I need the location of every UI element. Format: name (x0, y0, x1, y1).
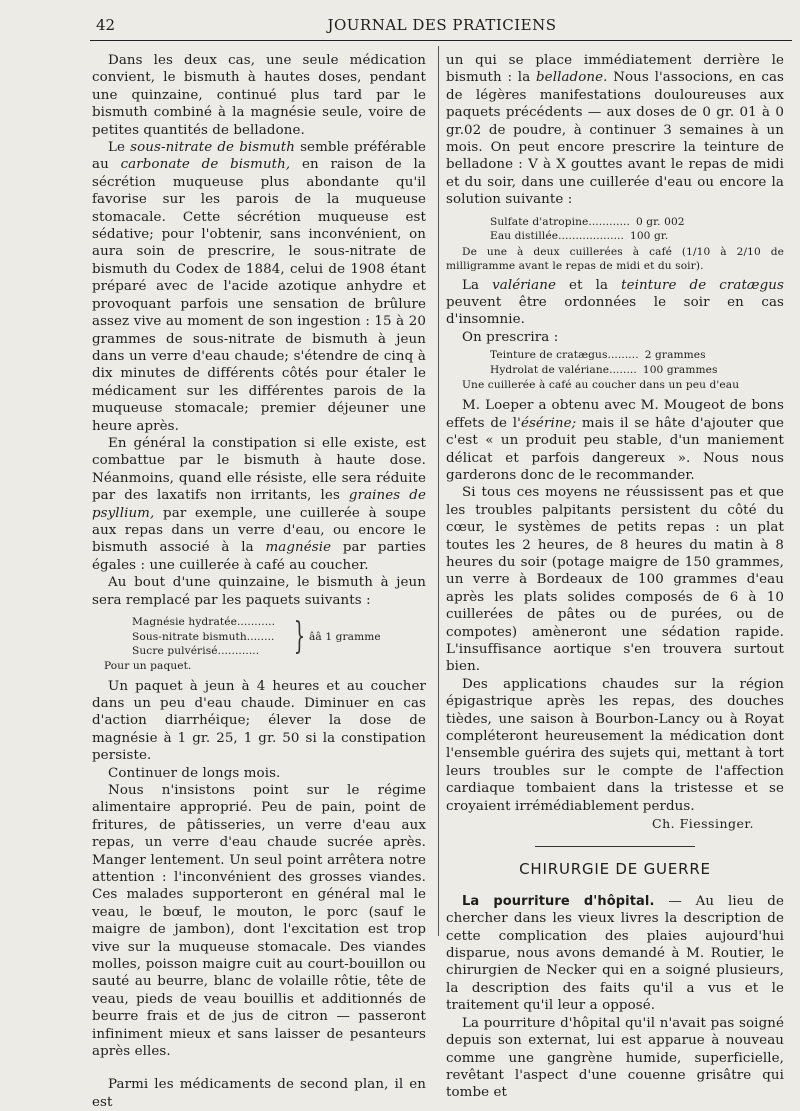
right-column (446, 52, 784, 1102)
formula-item: Eau distillée ................... 100 gr. (490, 230, 669, 243)
page-number: 42 (96, 16, 116, 34)
paragraph: Dans les deux cas, une seule médication convient, le bismuth à hautes doses, pendant une quinzaine, continué plus tard par le bismuth combiné à la magnésie seule, voire de petites quantités de belladone. (92, 53, 426, 138)
prescription-formula (92, 615, 426, 673)
paragraph: Continuer de longs mois. (108, 765, 281, 781)
paragraph: La valériane et la teinture de cratægus peuvent être ordonnées le soir en cas d'insomnie. (446, 277, 784, 328)
paragraph: Le sous-nitrate de bismuth semble préférable au carbonate de bismuth, en raison de la sécrétion muqueuse plus abondante qu'il favorise sur les parois de la muqueuse stomacale. Cette sécrétion muqueuse est sédative; pour l'obtenir, sans inconvénient, on aura soin de prescrire, le sous-nitrate de bismuth du Codex de 1884, celui de 1908 étant préparé avec de l'acide azotique anhydre et provoquant parfois une sensation de brûlure assez vive au moment de son ingestion : 15 à 20 grammes de sous-nitrate de bismuth à jeun dans un verre d'eau chaude; s'étendre de cinq à dix minutes de différents côtés pour étaler le médicament sur les différentes parois de la muqueuse stomacale; premier déjeuner une heure après. (92, 140, 427, 434)
formula-item: Sucre pulvérisé ............ (132, 645, 260, 657)
page-header (96, 16, 788, 40)
paragraph: Au bout d'une quinzaine, le bismuth à jeun sera remplacé par les paquets suivants : (92, 575, 426, 608)
section-rule (535, 846, 695, 847)
formula-quantity: ââ 1 gramme (309, 630, 381, 643)
prescription-formula (446, 348, 784, 377)
formula-note: Pour un paquet. (104, 659, 192, 672)
section-title: CHIRURGIE DE GUERRE (519, 860, 711, 879)
paragraph: un qui se place immédiatement derrière le bismuth : la belladone. Nous l'associons, en cas de légères manifestations douloureuses aux paquets précédents — aux doses de 0 gr. 01 à 0 gr.02 de poudre, à continuer 3 semaines à un mois. On peut encore prescrire la teinture de belladone : V à X gouttes avant le repas de midi et du soir, dans une cuillerée d'eau ou encore la solution suivante : (446, 53, 784, 208)
formula-item: Sulfate d'atropine ............ 0 gr. 002 (490, 215, 685, 228)
paragraph: La pourriture d'hôpital qu'il n'avait pas soigné depuis son externat, lui est apparue à nouveau comme une gangrène humide, superficielle, revêtant l'aspect d'une couenne grisâtre qui tombe et (446, 1015, 784, 1101)
left-column (92, 52, 426, 1111)
formula-item: Sous-nitrate bismuth ........ (132, 630, 275, 643)
paragraph: Parmi les médicaments de second plan, il en est (92, 1077, 426, 1110)
formula-note: De une à deux cuillerées à café (1/10 à 2/10 de milligramme avant le repas de midi et du soir). (446, 245, 784, 272)
header-rule (90, 40, 792, 41)
formula-item: Teinture de cratægus ......... 2 grammes (490, 349, 706, 362)
formula-note: Une cuillerée à café au coucher dans un peu d'eau (462, 379, 740, 392)
paragraph: On prescrira : (462, 329, 559, 345)
author-signature: Ch. Fiessinger. (652, 816, 754, 832)
paragraph: M. Loeper a obtenu avec M. Mougeot de bons effets de l'ésérine; mais il se hâte d'ajouter que c'est « un produit peu stable, d'un maniement délicat et parfois dangereux ». Nous nous garderons donc de le recommander. (446, 398, 784, 483)
formula-item: Magnésie hydratée ........... (132, 616, 276, 628)
paragraph: Nous n'insistons point sur le régime alimentaire approprié. Peu de pain, point de fritures, de pâtisseries, un verre d'eau aux repas, un verre d'eau chaude sucrée après. Manger lentement. Un seul point arrêtera notre attention : l'inconvénient des grosses viandes. Ces malades supporteront en général mal le veau, le bœuf, le mouton, le porc (sauf le maigre de jambon), dont l'excitation est trop vive sur la muqueuse stomacale. Des viandes molles, poisson maigre cuit au court-bouillon ou sauté au beurre, blanc de volaille rôtie, tête de veau, pieds de veau bouillis et additionnés de beurre frais et de jus de citron — passeront infiniment mieux et sans laisser de pesanteurs après elles. (92, 782, 426, 1060)
brace-icon: } (293, 615, 306, 657)
run-in-heading: La pourriture d'hôpital. (462, 893, 655, 909)
journal-title: JOURNAL DES PRATICIENS (327, 16, 557, 34)
paragraph: Un paquet à jeun à 4 heures et au coucher dans un peu d'eau chaude. Diminuer en cas d'action diarrhéique; élever la dose de magnésie à 1 gr. 25, 1 gr. 50 si la constipation persiste. (92, 678, 426, 764)
paragraph: Des applications chaudes sur la région épigastrique après les repas, des douches tièdes, une saison à Bourbon-Lancy ou à Royat compléteront heureusement la médication dont l'ensemble guérira des sujets qui, mettant à tort leurs troubles sur le compte de l'affection cardiaque tombaient dans la tristesse et se croyaient irrémédiablement perdus. (446, 676, 784, 814)
paragraph: La pourriture d'hôpital. — Au lieu de chercher dans les vieux livres la description de cette complication des plaies aujourd'hui disparue, nous avons demandé à M. Routier, le chirurgien de Necker qui en a soigné plusieurs, la description des faits qu'il a vus et le traitement qu'il leur a opposé. (446, 893, 785, 1014)
prescription-formula (446, 215, 784, 244)
paragraph: Si tous ces moyens ne réussissent pas et que les troubles palpitants persistent du côté du cœur, le systèmes de petits repas : un plat toutes les 2 heures, de 8 heures du matin à 8 heures du soir (potage maigre de 150 grammes, un verre à Bordeaux de 100 grammes d'eau après les plats solides composés de 6 à 10 cuillerées de pâtes ou de purées, ou de compotes) amèneront une sédation rapide. L'insuffisance aortique s'en trouvera surtout bien. (446, 485, 784, 675)
column-divider (438, 46, 439, 936)
paragraph: En général la constipation si elle existe, est combattue par le bismuth à haute dose. Néanmoins, quand elle résiste, elle sera réduite par des laxatifs non irritants, les graines de psyllium, par exemple, une cuillerée à soupe aux repas dans un verre d'eau, ou encore le bismuth associé à la magnésie par parties égales : une cuillerée à café au coucher. (92, 435, 426, 573)
formula-item: Hydrolat de valériane ........ 100 grammes (490, 363, 718, 376)
